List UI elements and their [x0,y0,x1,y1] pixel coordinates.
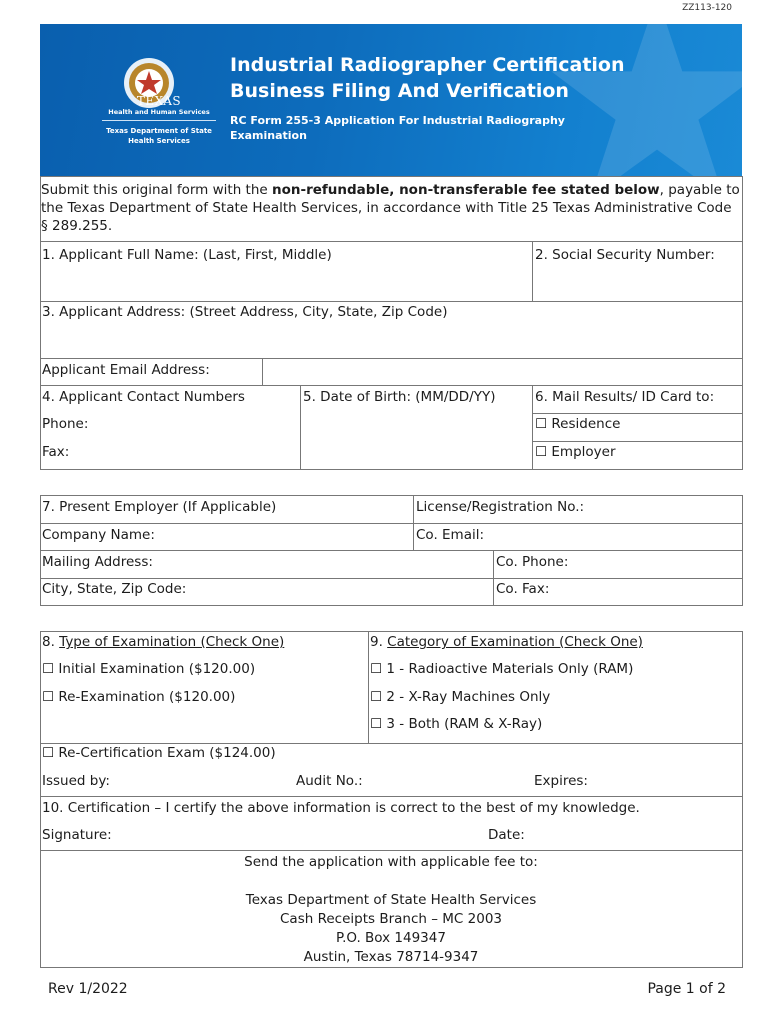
category-2-checkbox[interactable]: ☐ [370,689,383,705]
agency-divider [102,120,216,121]
form-code: ZZ113-120 [682,3,732,13]
agency-hhs: Health and Human Services [108,108,210,116]
initial-exam-label: Initial Examination ($120.00) [58,661,256,677]
expires-label: Expires: [534,773,588,789]
initial-exam-checkbox[interactable]: ☐ [42,661,55,677]
type-prefix: 8. [42,634,60,650]
employer-option[interactable] [535,444,616,460]
co-fax-label: Co. Fax: [496,581,550,597]
dob-label: 5. Date of Birth: (MM/DD/YY) [303,389,496,405]
co-email-label: Co. Email: [416,527,485,543]
type-label: Type of Examination (Check One) [59,634,285,650]
category-2-label: 2 - X-Ray Machines Only [386,689,551,705]
phone-label: Phone: [42,416,89,432]
ssn-label: 2. Social Security Number: [535,247,715,263]
residence-checkbox[interactable]: ☐ [535,416,548,432]
intro-before: Submit this original form with the [41,182,273,198]
mail-results-label: 6. Mail Results/ ID Card to: [535,389,715,405]
residence-label: Residence [551,416,621,432]
agency-dshs-line1: Texas Department of State [106,127,212,135]
full-name-label: 1. Applicant Full Name: (Last, First, Middle) [42,247,332,263]
co-phone-label: Co. Phone: [496,554,569,570]
recert-label: Re-Certification Exam ($124.00) [58,745,276,761]
intro-after: , payable to the Texas Department of State Health Services, in accordance with Title 25 Texas Administrative Code § 289.255. [41,182,740,234]
reexam-option[interactable] [42,689,235,705]
initial-exam-option[interactable] [42,661,255,677]
category-3-option[interactable] [370,716,542,732]
reexam-checkbox[interactable]: ☐ [42,689,55,705]
recert-option[interactable] [42,745,276,761]
category-prefix: 9. [370,634,388,650]
employer-label: Employer [551,444,616,460]
mailing-address-line4: Austin, Texas 78714-9347 [303,949,479,965]
present-employer-label: 7. Present Employer (If Applicable) [42,499,277,515]
agency-texas: TEXAS [136,94,182,108]
reexam-label: Re-Examination ($120.00) [58,689,236,705]
city-state-zip-label: City, State, Zip Code: [42,581,187,597]
certification-statement: 10. Certification – I certify the above information is correct to the best of my knowledge. [42,800,640,816]
category-3-label: 3 - Both (RAM & X-Ray) [386,716,543,732]
category-1-checkbox[interactable]: ☐ [370,661,383,677]
category-1-option[interactable] [370,661,633,677]
contact-numbers-label: 4. Applicant Contact Numbers [42,389,245,405]
date-label: Date: [488,827,525,843]
form-title-line2: Business Filing And Verification [230,80,569,102]
agency-dshs-line2: Health Services [128,137,190,145]
signature-label: Signature: [42,827,112,843]
type-of-exam-heading [42,634,284,650]
residence-option[interactable] [535,416,620,432]
mailing-address-line1: Texas Department of State Health Services [245,892,537,908]
category-heading [370,634,643,650]
form-title-line1: Industrial Radiographer Certification [230,54,625,76]
intro-text [41,181,741,235]
category-label: Category of Examination (Check One) [387,634,643,650]
issued-by-label: Issued by: [42,773,110,789]
company-name-label: Company Name: [42,527,155,543]
fax-label: Fax: [42,444,70,460]
email-label: Applicant Email Address: [42,362,210,378]
category-2-option[interactable] [370,689,550,705]
page-number: Page 1 of 2 [647,981,726,997]
revision-label: Rev 1/2022 [48,981,128,997]
star-watermark-icon [542,24,742,176]
category-3-checkbox[interactable]: ☐ [370,716,383,732]
employer-checkbox[interactable]: ☐ [535,444,548,460]
recert-checkbox[interactable]: ☐ [42,745,55,761]
address-label: 3. Applicant Address: (Street Address, City, State, Zip Code) [42,304,448,320]
intro-bold: non-refundable, non-transferable fee stated below [272,182,660,198]
audit-no-label: Audit No.: [296,773,363,789]
form-subtitle-line1: RC Form 255-3 Application For Industrial Radiography [230,114,565,127]
category-1-label: 1 - Radioactive Materials Only (RAM) [386,661,634,677]
license-label: License/Registration No.: [416,499,585,515]
mailing-address-label: Mailing Address: [42,554,153,570]
mailing-address-line2: Cash Receipts Branch – MC 2003 [280,911,502,927]
form-subtitle-line2: Examination [230,129,307,142]
send-to-instructions: Send the application with applicable fee to: [244,854,538,870]
mailing-address-line3: P.O. Box 149347 [336,930,446,946]
header-banner [40,24,742,176]
